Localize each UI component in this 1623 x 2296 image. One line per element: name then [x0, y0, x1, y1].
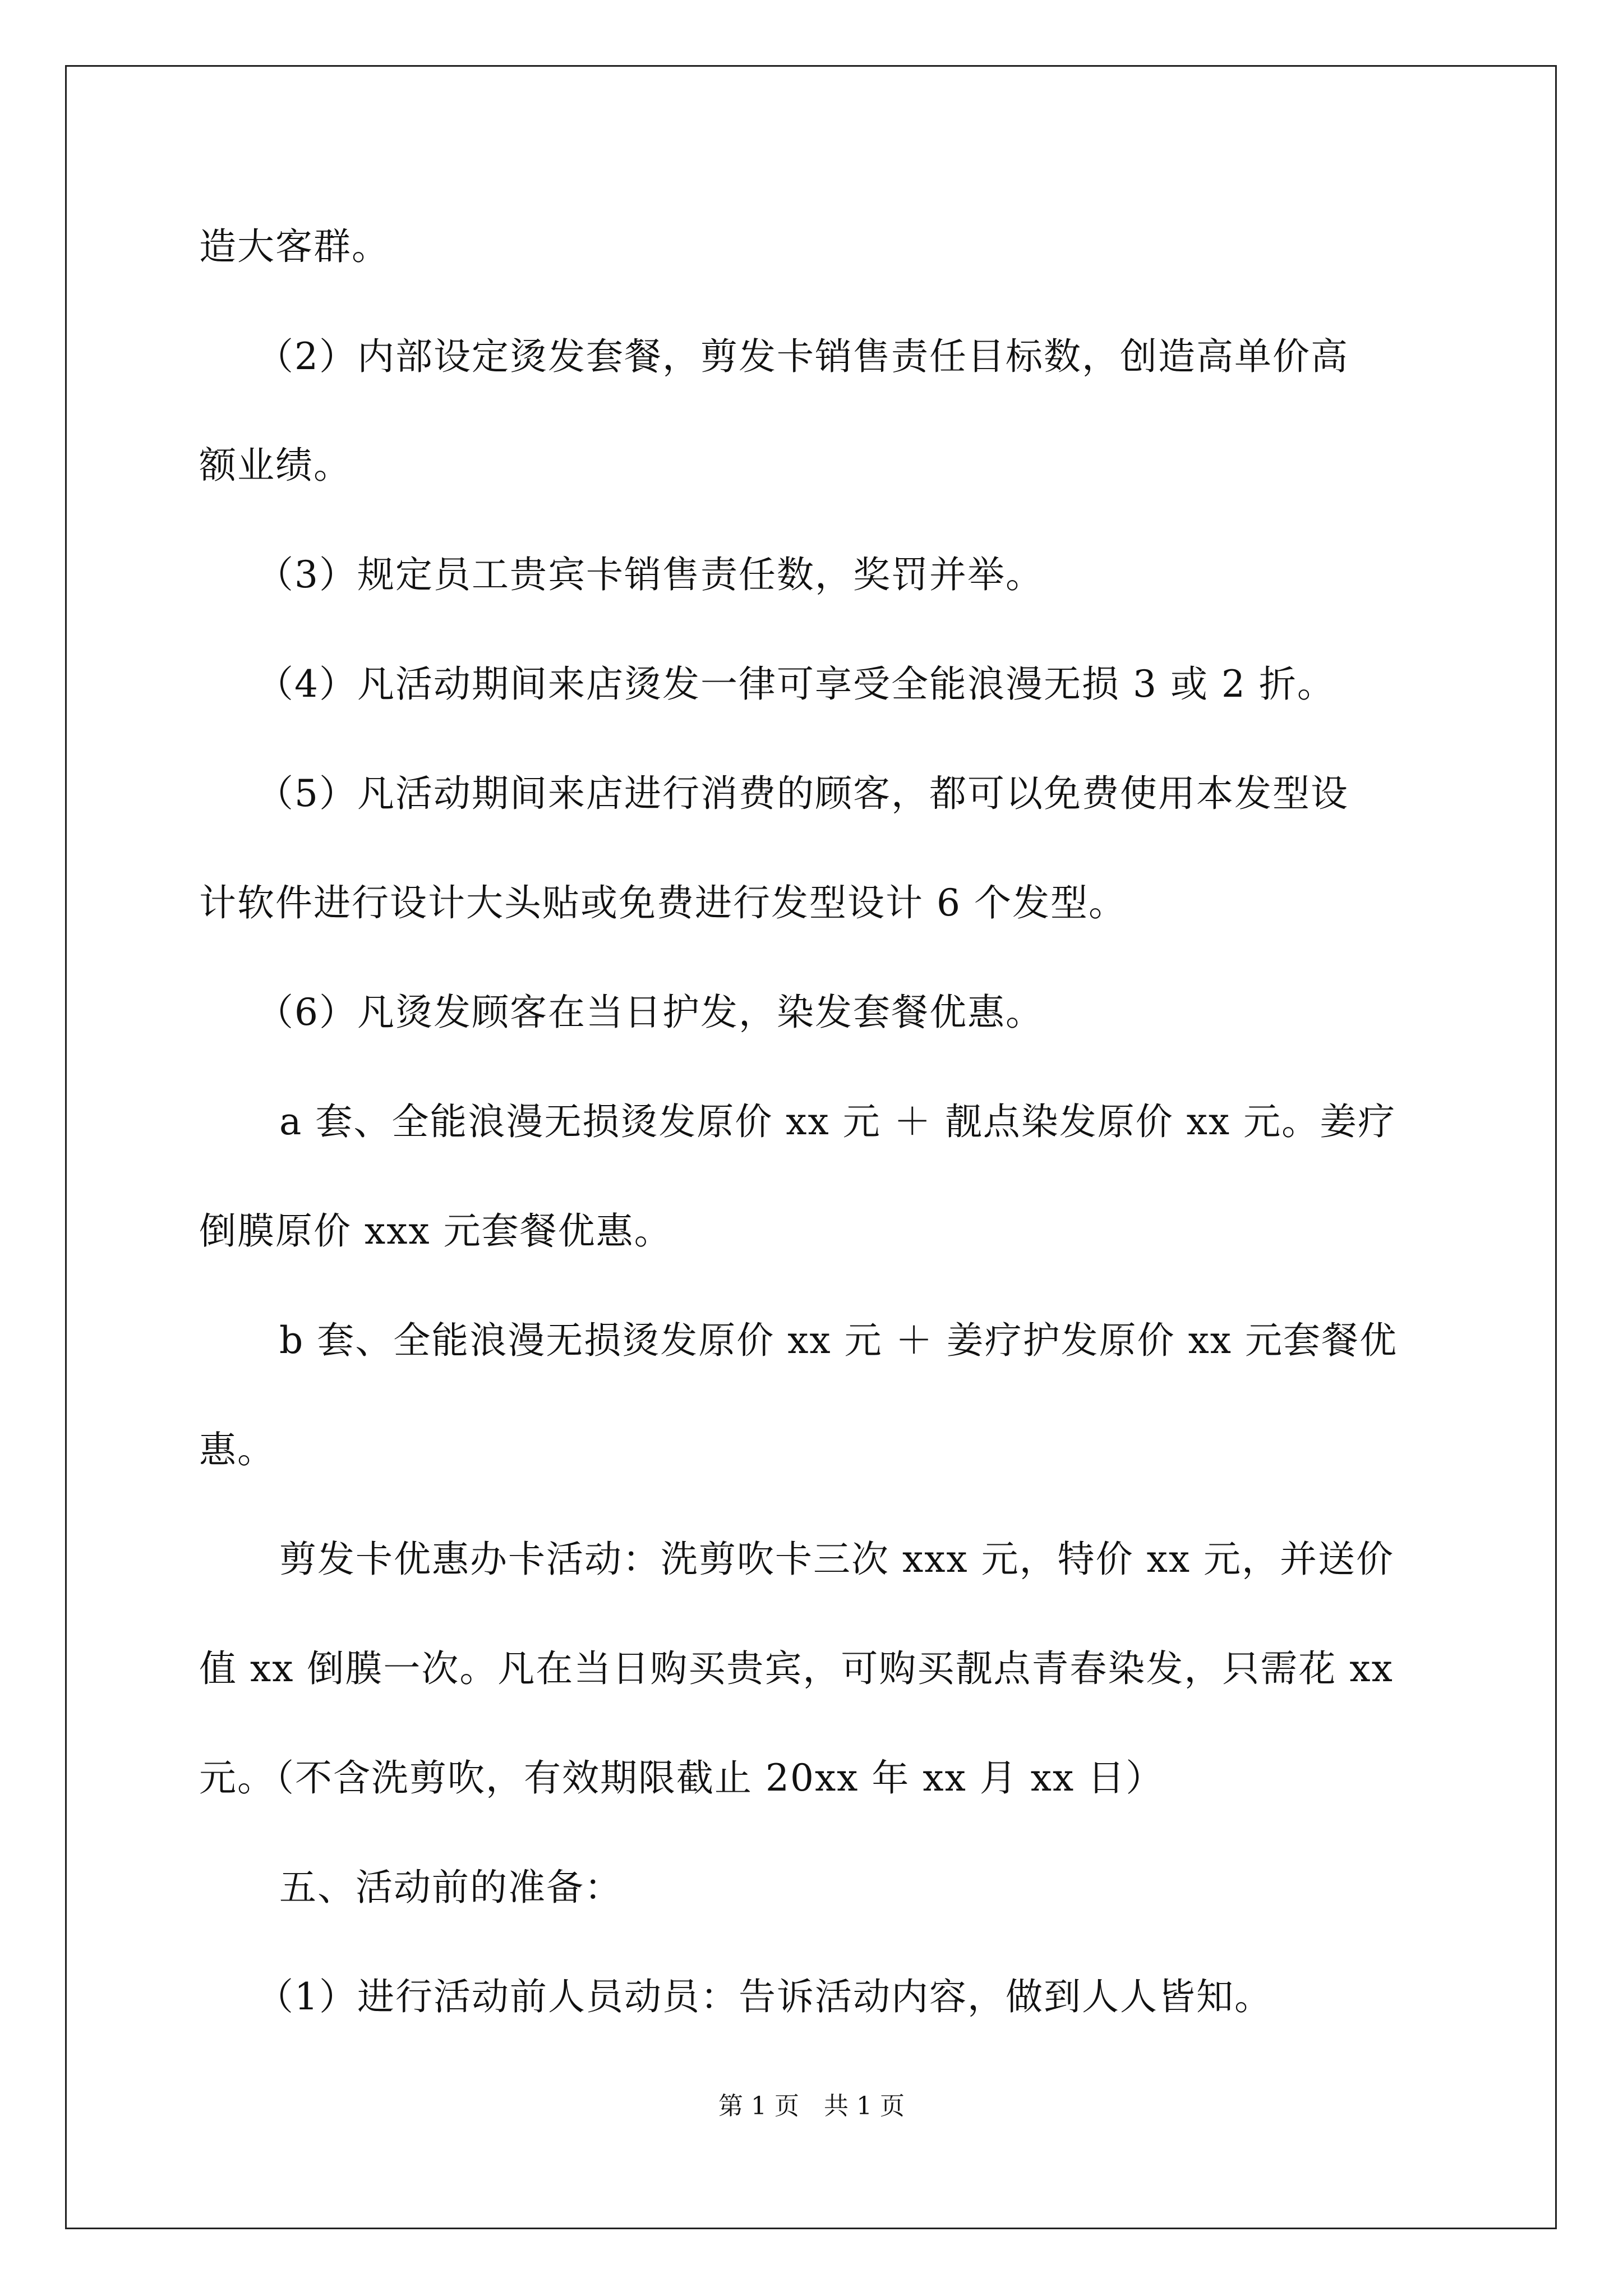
text-line-15: 元。（不含洗剪吹，有效期限截止 20xx 年 xx 月 xx 日） [199, 1756, 1164, 1800]
text-line-2: （2）内部设定烫发套餐，剪发卡销售责任目标数，创造高单价高 [256, 335, 1349, 378]
text-line-14: 值 xx 倒膜一次。凡在当日购买贵宾，可购买靓点青春染发，只需花 xx [199, 1647, 1394, 1690]
page-footer: 第 1 页 共 1 页 [718, 2092, 905, 2120]
text-line-9: a 套、全能浪漫无损烫发原价 xx 元 ＋ 靓点染发原价 xx 元。姜疗 [279, 1100, 1396, 1143]
text-line-7: 计软件进行设计大头贴或免费进行发型设计 6 个发型。 [199, 881, 1127, 924]
text-line-17: （1）进行活动前人员动员：告诉活动内容，做到人人皆知。 [256, 1975, 1272, 2018]
text-line-13: 剪发卡优惠办卡活动：洗剪吹卡三次 xxx 元，特价 xx 元，并送价 [279, 1538, 1395, 1581]
text-line-4: （3）规定员工贵宾卡销售责任数，奖罚并举。 [256, 553, 1044, 596]
text-line-6: （5）凡活动期间来店进行消费的顾客，都可以免费使用本发型设 [256, 772, 1349, 815]
text-line-5: （4）凡活动期间来店烫发一律可享受全能浪漫无损 3 或 2 折。 [256, 662, 1335, 706]
text-line-1: 造大客群。 [199, 225, 390, 268]
text-line-12: 惠。 [199, 1428, 275, 1471]
text-line-16: 五、活动前的准备： [279, 1866, 623, 1909]
text-line-10: 倒膜原价 xxx 元套餐优惠。 [199, 1209, 672, 1253]
text-line-11: b 套、全能浪漫无损烫发原价 xx 元 ＋ 姜疗护发原价 xx 元套餐优 [279, 1319, 1398, 1362]
text-line-8: （6）凡烫发顾客在当日护发，染发套餐优惠。 [256, 991, 1044, 1034]
text-line-3: 额业绩。 [199, 444, 352, 487]
